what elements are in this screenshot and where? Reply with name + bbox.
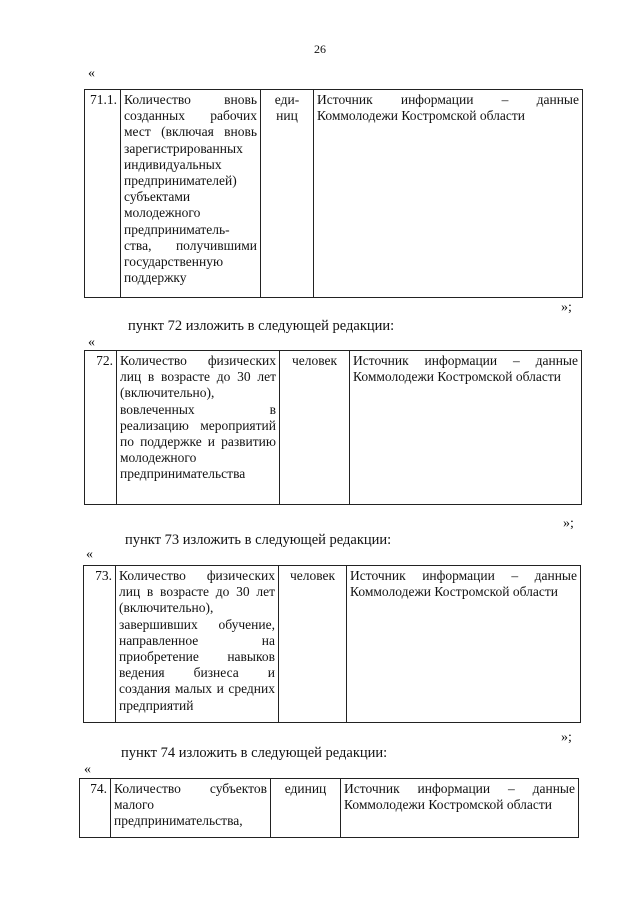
info-source: Источник информации – данные Коммолодежи Костромской области — [347, 566, 581, 723]
indicator-name: Количество физических лиц в возрасте до 30 лет (включительно), завершивших обучение, направленное на приобретение навыков ведения бизнеса и создания малых и средних предприятий — [116, 566, 279, 723]
quote-close: »; — [563, 516, 574, 531]
unit-of-measure: еди-ниц — [261, 90, 314, 298]
instruction-text: пункт 72 изложить в следующей редакции: — [128, 318, 395, 334]
info-source: Источник информации – данные Коммолодежи Костромской области — [314, 90, 583, 298]
instruction-text: пункт 74 изложить в следующей редакции: — [121, 745, 388, 761]
row-number: 73. — [84, 566, 116, 723]
table-row — [85, 90, 583, 298]
unit-of-measure: человек — [280, 351, 350, 505]
indicator-table-71-1 — [84, 89, 583, 298]
quote-close: »; — [561, 300, 572, 315]
unit-of-measure: единиц — [271, 779, 341, 838]
indicator-name: Количество вновь созданных рабочих мест (включая вновь зарегистрированных индивидуальных предпринимателей) субъектами молодежного предприниматель-ства, получившими государственную поддержку — [121, 90, 261, 298]
instruction-text: пункт 73 изложить в следующей редакции: — [125, 532, 392, 548]
indicator-table-72 — [84, 350, 582, 505]
unit-of-measure: человек — [279, 566, 347, 723]
table-row — [80, 779, 579, 838]
quote-close: »; — [561, 730, 572, 745]
row-number: 71.1. — [85, 90, 121, 298]
row-number: 72. — [85, 351, 117, 505]
quote-open: « — [86, 547, 93, 562]
quote-open: « — [88, 335, 95, 350]
indicator-table-73 — [83, 565, 581, 723]
indicator-name: Количество субъектов малого предпринимательства, — [111, 779, 271, 838]
table-row — [85, 351, 582, 505]
info-source: Источник информации – данные Коммолодежи Костромской области — [350, 351, 582, 505]
row-number: 74. — [80, 779, 111, 838]
indicator-name: Количество физических лиц в возрасте до 30 лет (включительно), вовлеченных в реализацию мероприятий по поддержке и развитию молодежного предпринимательства — [117, 351, 280, 505]
table-row — [84, 566, 581, 723]
info-source: Источник информации – данные Коммолодежи Костромской области — [341, 779, 579, 838]
quote-open: « — [88, 66, 95, 81]
indicator-table-74 — [79, 778, 579, 838]
quote-open: « — [84, 762, 91, 777]
page-number: 26 — [314, 42, 326, 56]
